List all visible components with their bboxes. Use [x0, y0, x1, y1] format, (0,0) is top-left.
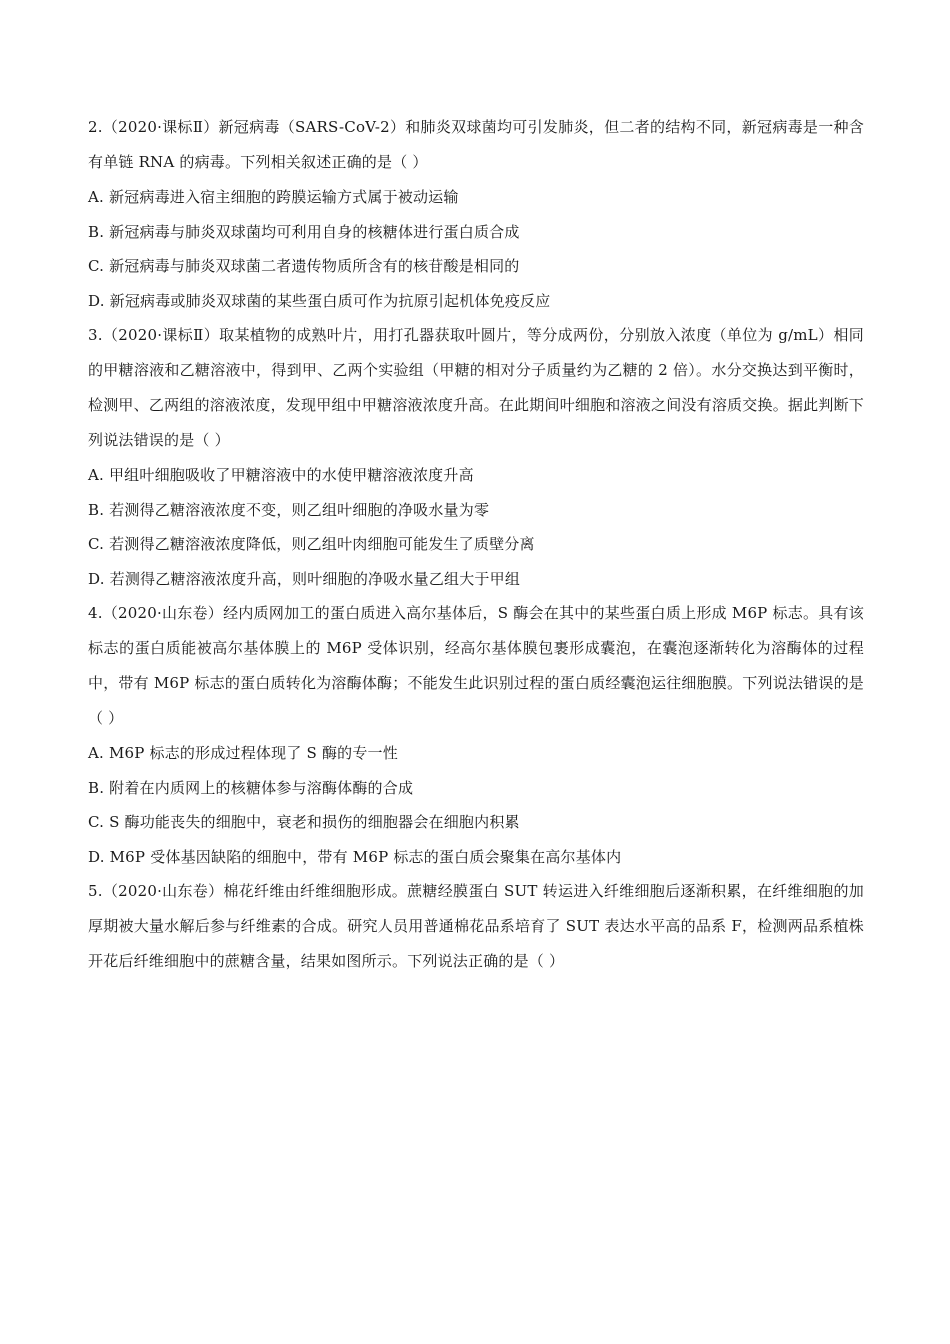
- question-stem: 3.（2020·课标Ⅱ）取某植物的成熟叶片，用打孔器获取叶圆片，等分成两份，分别放入浓度（单位为 g/mL）相同的甲糖溶液和乙糖溶液中，得到甲、乙两个实验组（甲糖的相对分子质量约为乙糖的 2 倍）。水分交换达到平衡时，检测甲、乙两组的溶液浓度，发现甲组中甲糖溶液浓度升高。在此期间叶细胞和溶液之间没有溶质交换。据此判断下列说法错误的是（ ）: [88, 326, 864, 449]
- option-b: B. 新冠病毒与肺炎双球菌均可利用自身的核糖体进行蛋白质合成: [88, 222, 520, 241]
- question-5: [88, 874, 864, 979]
- document-page: [88, 110, 864, 979]
- question-2: [88, 110, 864, 318]
- question-stem: 2.（2020·课标Ⅱ）新冠病毒（SARS-CoV-2）和肺炎双球菌均可引发肺炎，但二者的结构不同，新冠病毒是一种含有单链 RNA 的病毒。下列相关叙述正确的是（ ）: [88, 118, 864, 171]
- option-d: D. M6P 受体基因缺陷的细胞中，带有 M6P 标志的蛋白质会聚集在高尔基体内: [88, 847, 622, 866]
- option-c: C. 若测得乙糖溶液浓度降低，则乙组叶肉细胞可能发生了质壁分离: [88, 535, 535, 553]
- option-a: A. M6P 标志的形成过程体现了 S 酶的专一性: [88, 744, 398, 762]
- option-d: D. 新冠病毒或肺炎双球菌的某些蛋白质可作为抗原引起机体免疫反应: [88, 291, 551, 310]
- question-4: [88, 596, 864, 874]
- option-a: A. 新冠病毒进入宿主细胞的跨膜运输方式属于被动运输: [88, 188, 459, 206]
- option-b: B. 若测得乙糖溶液浓度不变，则乙组叶细胞的净吸水量为零: [88, 500, 490, 519]
- question-stem: 5.（2020·山东卷）棉花纤维由纤维细胞形成。蔗糖经膜蛋白 SUT 转运进入纤维细胞后逐渐积累，在纤维细胞的加厚期被大量水解后参与纤维素的合成。研究人员用普通棉花品系培育了 SUT 表达水平高的品系 F，检测两品系植株开花后纤维细胞中的蔗糖含量，结果如图所示。下列说法正确的是（ ）: [88, 882, 864, 970]
- option-c: C. S 酶功能丧失的细胞中，衰老和损伤的细胞器会在细胞内积累: [88, 813, 520, 831]
- option-c: C. 新冠病毒与肺炎双球菌二者遗传物质所含有的核苷酸是相同的: [88, 257, 520, 275]
- question-3: [88, 318, 864, 596]
- option-b: B. 附着在内质网上的核糖体参与溶酶体酶的合成: [88, 778, 414, 797]
- option-a: A. 甲组叶细胞吸收了甲糖溶液中的水使甲糖溶液浓度升高: [88, 466, 474, 484]
- question-stem: 4.（2020·山东卷）经内质网加工的蛋白质进入高尔基体后，S 酶会在其中的某些蛋白质上形成 M6P 标志。具有该标志的蛋白质能被高尔基体膜上的 M6P 受体识别，经高尔基体膜包裹形成囊泡，在囊泡逐渐转化为溶酶体的过程中，带有 M6P 标志的蛋白质转化为溶酶体酶；不能发生此识别过程的蛋白质经囊泡运往细胞膜。下列说法错误的是（ ）: [88, 604, 864, 727]
- option-d: D. 若测得乙糖溶液浓度升高，则叶细胞的净吸水量乙组大于甲组: [88, 569, 521, 588]
